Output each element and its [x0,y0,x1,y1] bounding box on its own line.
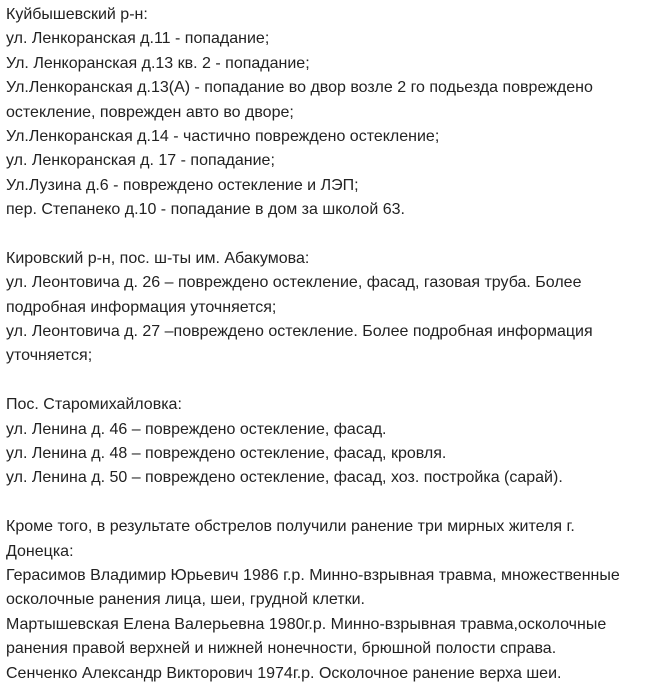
document-body [6,3,654,686]
section-heading-staromikhailovka: Пос. Старомихайловка: [6,396,182,414]
casualties-line: Сенченко Александр Викторович 1974г.р. Осколочное ранение верха шеи. [6,664,562,682]
paragraph-spacer [6,369,654,393]
report-line: Ул.Ленкоранская д.14 - частично повреждено остекление; [6,127,440,145]
report-line: Ул.Лузина д.6 - повреждено остекление и ЛЭП; [6,176,359,194]
report-line: пер. Степанеко д.10 - попадание в дом за школой 63. [6,201,405,219]
report-line: ул. Леонтовича д. 27 –повреждено остекление. Более подробная информация [6,323,593,341]
report-line: остекление, поврежден авто во дворе; [6,103,294,121]
report-line: ул. Ленкоранская д.11 - попадание; [6,30,270,48]
report-line: уточняется; [6,347,93,365]
casualties-line: Донецка: [6,542,74,560]
report-line: Ул. Ленкоранская д.13 кв. 2 - попадание; [6,54,310,72]
report-line: подробная информация уточняется; [6,298,277,316]
report-line: ул. Леонтовича д. 26 – повреждено остекление, фасад, газовая труба. Более [6,274,582,292]
casualties-line: ранения правой верхней и нижней нонечности, брюшной полости справа. [6,640,557,658]
report-line: ул. Ленина д. 50 – повреждено остекление, фасад, хоз. постройка (сарай). [6,469,563,487]
casualties-line: Мартышевская Елена Валерьевна 1980г.р. Минно-взрывная травма,осколочные [6,615,607,633]
paragraph-spacer [6,491,654,515]
casualties-line: Кроме того, в результате обстрелов получили ранение три мирных жителя г. [6,518,575,536]
report-line: ул. Ленкоранская д. 17 - попадание; [6,152,275,170]
casualties-line: осколочные ранения лица, шеи, грудной клетки. [6,591,365,609]
report-line: ул. Ленина д. 48 – повреждено остекление, фасад, кровля. [6,445,447,463]
report-line: ул. Ленина д. 46 – повреждено остекление, фасад. [6,420,387,438]
paragraph-spacer [6,223,654,247]
section-heading-kirov: Кировский р-н, пос. ш-ты им. Абакумова: [6,249,310,267]
report-line: Ул.Ленкоранская д.13(А) - попадание во двор возле 2 го подьезда повреждено [6,79,593,97]
section-heading-kuibyshev: Куйбышевский р-н: [6,6,148,23]
casualties-line: Герасимов Владимир Юрьевич 1986 г.р. Минно-взрывная травма, множественные [6,566,620,584]
